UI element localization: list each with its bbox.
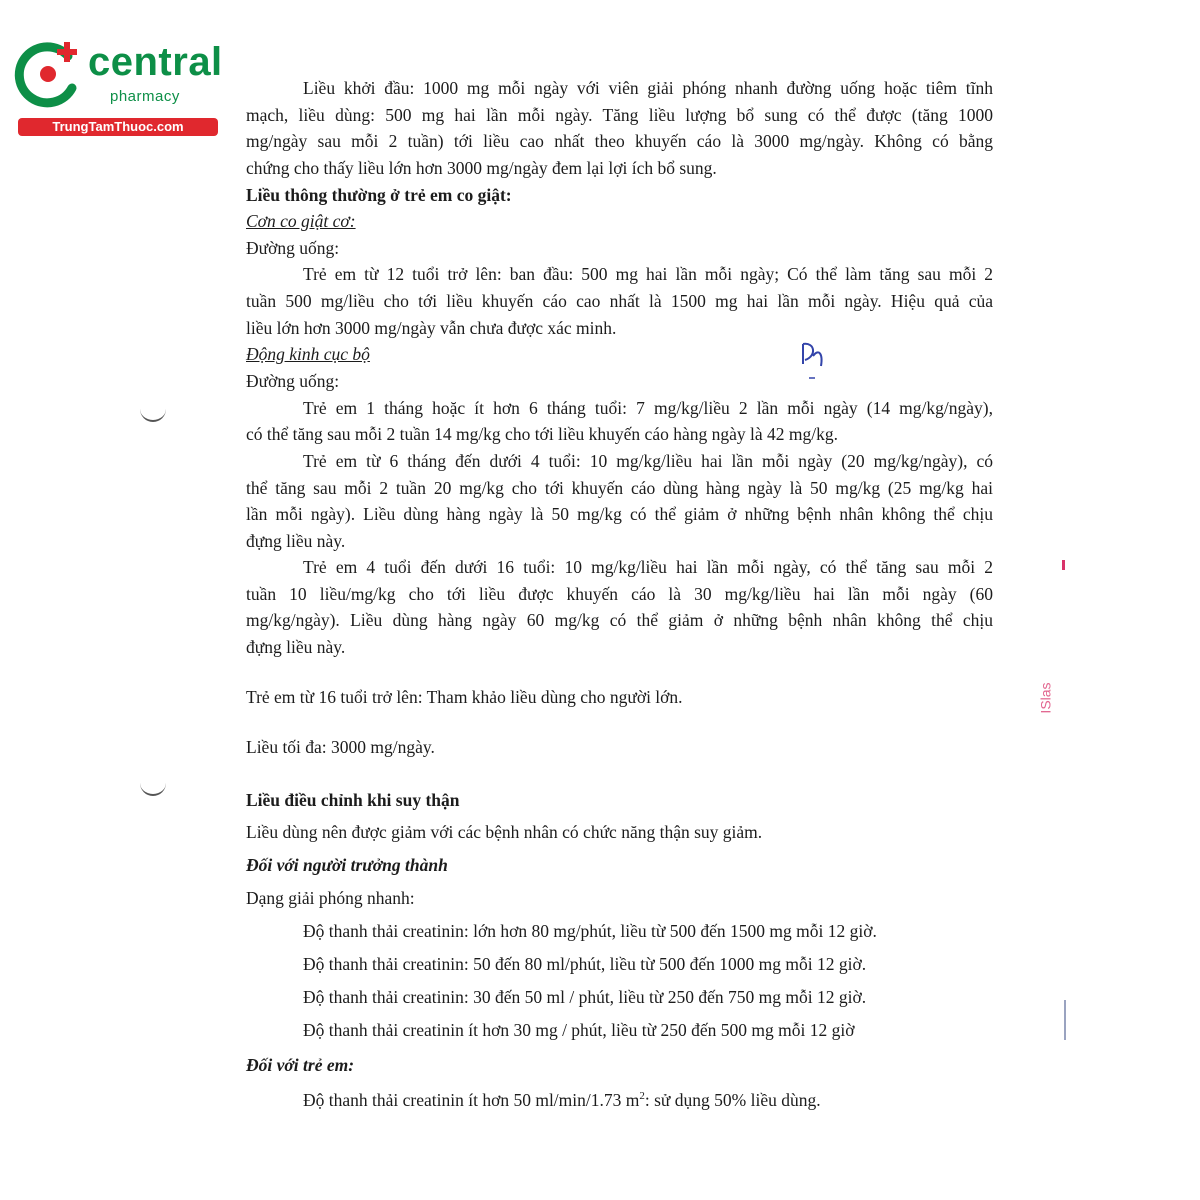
- paragraph-line: mg/ngày sau mỗi 2 tuần) tới liều cao nhất theo khuyến cáo là 3000 mg/ngày. Không có bằng: [246, 131, 993, 151]
- paragraph-line: liều lớn hơn 3000 mg/ngày vẫn chưa được xác minh.: [246, 318, 617, 338]
- route-label: Đường uống:: [246, 238, 340, 258]
- heading-child-dosing: Liều thông thường ở trẻ em co giật:: [246, 185, 512, 205]
- paragraph-line: Trẻ em 4 tuổi đến dưới 16 tuổi: 10 mg/kg/liều hai lần mỗi ngày, có thể tăng sau mỗi 2: [303, 557, 993, 577]
- logo-website: TrungTamThuoc.com: [18, 118, 218, 136]
- subheading-focal: Động kinh cục bộ: [246, 344, 370, 364]
- paragraph-line: thể tăng sau mỗi 2 tuần 20 mg/kg cho tới khuyến cáo dùng hàng ngày là 50 mg/kg (25 mg/kg hai: [246, 478, 993, 498]
- paragraph-line: tuần 500 mg/liều cho tới liều khuyến cáo cao nhất là 1500 mg hai lần mỗi ngày. Hiệu quả của: [246, 291, 993, 311]
- paragraph-line: mạch, liều dùng: 500 mg hai lần mỗi ngày. Tăng liều lượng bổ sung có thể được (tăng 1000: [246, 105, 993, 125]
- paragraph-line: chứng cho thấy liều lớn hơn 3000 mg/ngày đem lại lợi ích bổ sung.: [246, 158, 717, 178]
- creatinine-row: Độ thanh thải creatinin: 50 đến 80 ml/phút, liều từ 500 đến 1000 mg mỗi 12 giờ.: [303, 954, 867, 974]
- subheading-myoclonic: Cơn co giật cơ:: [246, 211, 356, 231]
- logo-subtitle: pharmacy: [110, 88, 180, 105]
- max-dose: Liều tối đa: 3000 mg/ngày.: [246, 737, 435, 757]
- signature-icon: [797, 340, 837, 380]
- heading-kids: Đối với trẻ em:: [246, 1055, 355, 1075]
- stamp-mark: ISlas: [1037, 682, 1054, 714]
- creatinine-row: Độ thanh thải creatinin ít hơn 30 mg / phút, liều từ 250 đến 500 mg mỗi 12 giờ: [303, 1020, 855, 1040]
- formulation-label: Dạng giải phóng nhanh:: [246, 888, 415, 908]
- paragraph-line: Trẻ em từ 16 tuổi trở lên: Tham khảo liều dùng cho người lớn.: [246, 687, 683, 707]
- heading-renal: Liều điều chỉnh khi suy thận: [246, 790, 460, 810]
- heading-adult: Đối với người trưởng thành: [246, 855, 448, 875]
- punch-hole-mark: [140, 408, 166, 422]
- margin-mark: [1064, 1000, 1066, 1040]
- paragraph-line: Trẻ em từ 6 tháng đến dưới 4 tuổi: 10 mg/kg/liều hai lần mỗi ngày (20 mg/kg/ngày), có: [303, 451, 993, 471]
- route-label: Đường uống:: [246, 371, 340, 391]
- paragraph-line: đựng liều này.: [246, 531, 346, 551]
- creatinine-child-text-end: : sử dụng 50% liều dùng.: [644, 1089, 821, 1110]
- paragraph-line: Trẻ em 1 tháng hoặc ít hơn 6 tháng tuổi: 7 mg/kg/liều 2 lần mỗi ngày (14 mg/kg/ngày),: [303, 398, 993, 418]
- creatinine-row: Độ thanh thải creatinin: lớn hơn 80 mg/phút, liều từ 500 đến 1500 mg mỗi 12 giờ.: [303, 921, 877, 941]
- paragraph-line: Liều khởi đầu: 1000 mg mỗi ngày với viên giải phóng nhanh đường uống hoặc tiêm tĩnh: [303, 78, 993, 98]
- paragraph-line: Trẻ em từ 12 tuổi trở lên: ban đầu: 500 mg hai lần mỗi ngày; Có thể làm tăng sau mỗi 2: [303, 264, 993, 284]
- logo-brand: central: [88, 40, 223, 84]
- creatinine-child-text: Độ thanh thải creatinin ít hơn 50 ml/min/1.73 m: [303, 1089, 640, 1110]
- superscript: 2: [639, 1090, 645, 1102]
- punch-hole-mark: [140, 782, 166, 796]
- creatinine-row: Độ thanh thải creatinin: 30 đến 50 ml / phút, liều từ 250 đến 750 mg mỗi 12 giờ.: [303, 987, 867, 1007]
- paragraph-line: có thể tăng sau mỗi 2 tuần 14 mg/kg cho tới liều khuyến cáo hàng ngày là 42 mg/kg.: [246, 424, 838, 444]
- paragraph-line: tuần 10 liều/mg/kg cho tới liều được khuyến cáo là 30 mg/kg/liều hai lần mỗi ngày (60: [246, 584, 993, 604]
- margin-mark: [1062, 560, 1065, 570]
- paragraph-line: đựng liều này.: [246, 637, 346, 657]
- creatinine-child-row: [303, 1084, 821, 1112]
- paragraph-line: Liều dùng nên được giảm với các bệnh nhân có chức năng thận suy giảm.: [246, 822, 763, 842]
- paragraph-line: mg/kg/ngày). Liều dùng hàng ngày 60 mg/kg có thể giảm ở những bệnh nhân không thể chịu: [246, 610, 993, 630]
- paragraph-line: lần mỗi ngày). Liều dùng hàng ngày là 50 mg/kg có thể giảm ở những bệnh nhân không thể chịu: [246, 504, 993, 524]
